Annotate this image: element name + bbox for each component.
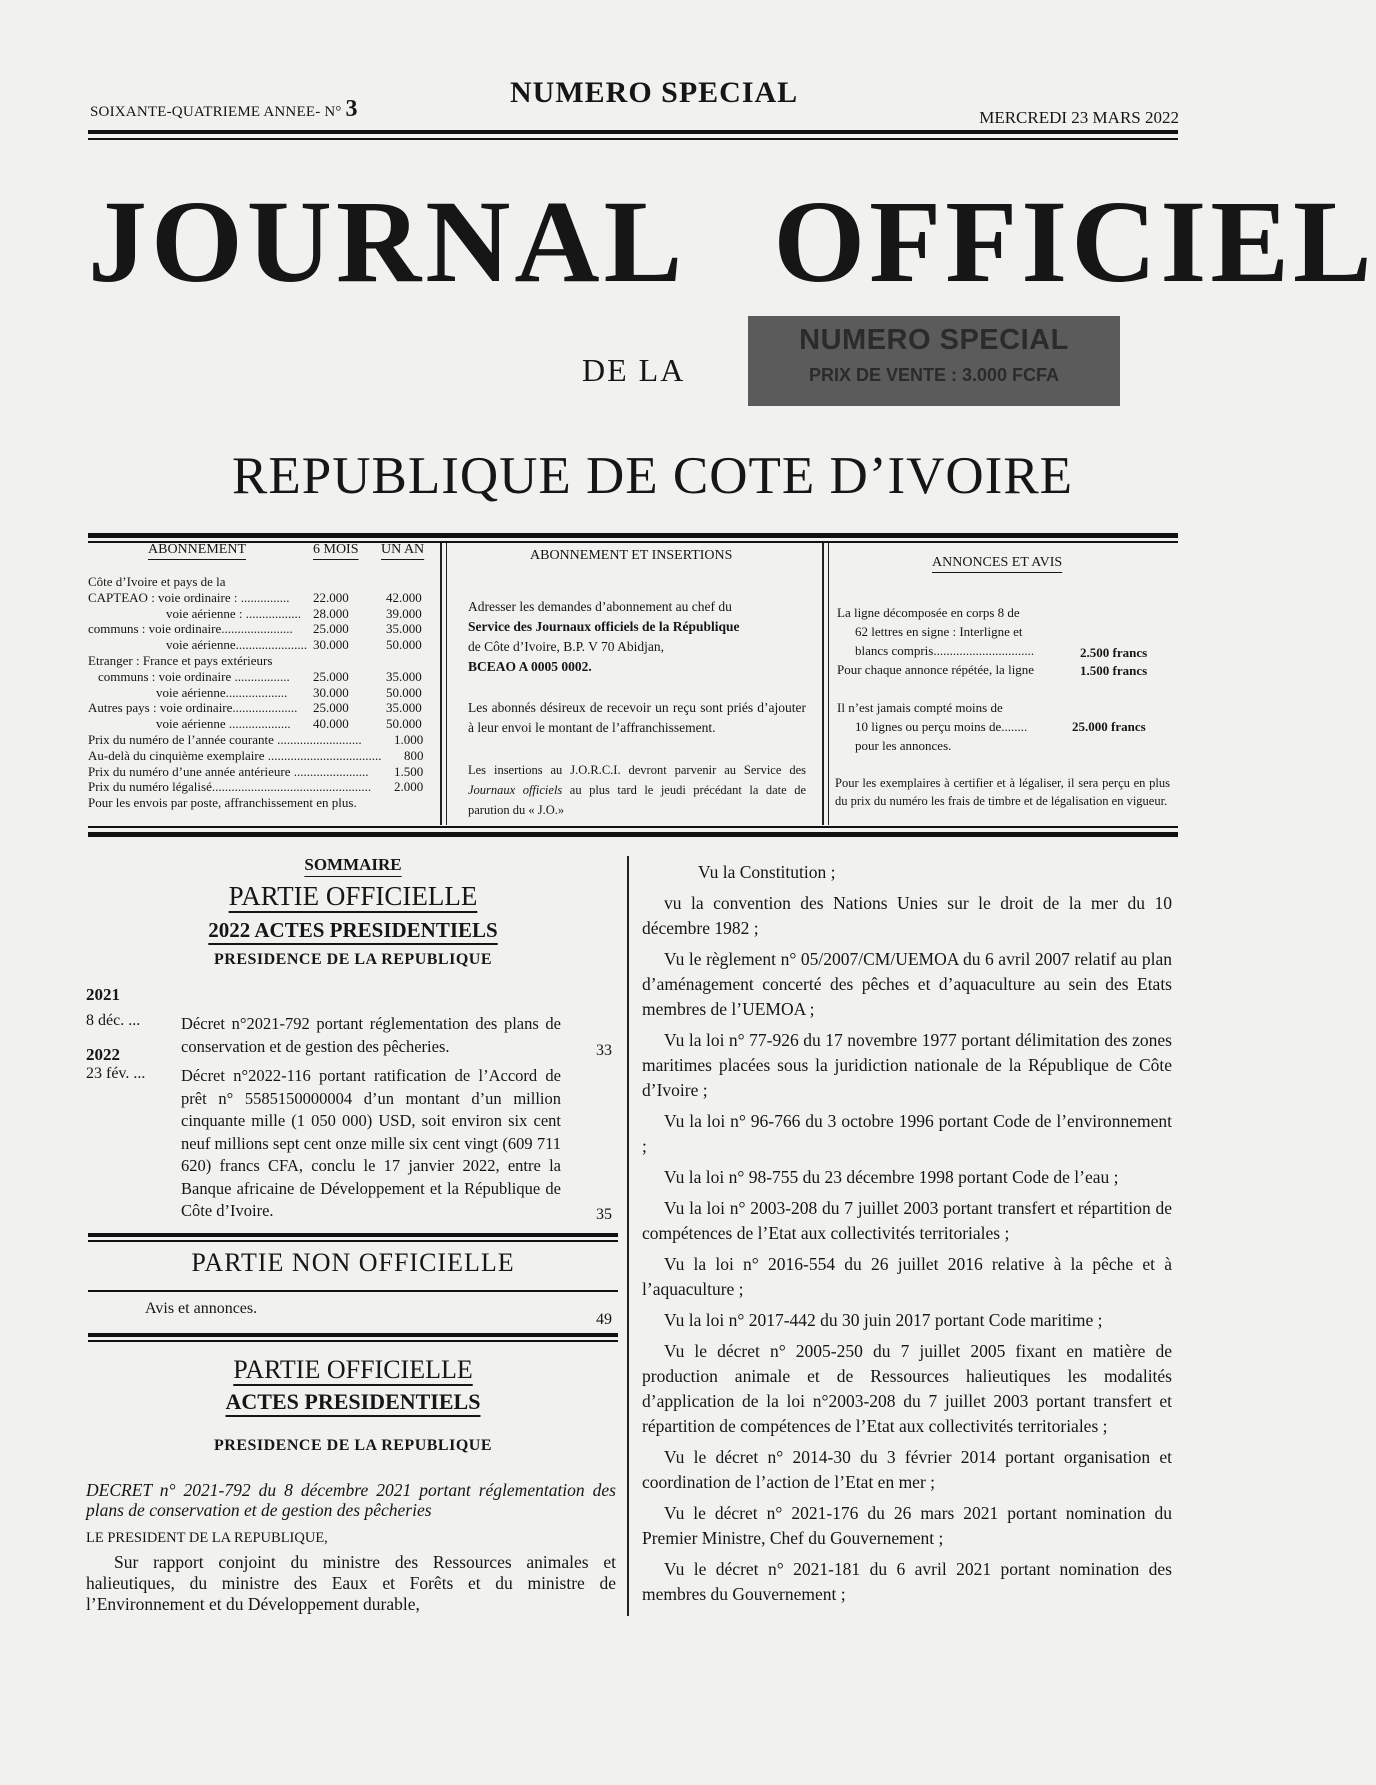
subscription-row-1an: 39.000: [386, 605, 422, 621]
visa-paragraph: Vu la loi n° 77-926 du 17 novembre 1977 portant délimitation des zones maritimes placées sous la juridiction nationale de la République de Côte d’Ivoire ;: [642, 1030, 1172, 1100]
annonces-price-min: 25.000 francs: [1072, 719, 1146, 734]
subscription-row-1an: 50.000: [386, 716, 422, 732]
toc-entry-2: Décret n°2022-116 portant ratification de l’Accord de prêt n° 5585150000004 d’un montant d’un million cinquante mille (1 050 000) USD, soit environ six cent neuf millions sept cent onze mille six cent vingt (609 711 620) francs CFA, conclu le 17 janvier 2022, entre la Banque africaine de Développement et la République de Côte d’Ivoire.: [181, 1066, 561, 1220]
subscription-row-1an: 50.000: [386, 637, 422, 653]
visa-paragraph: Vu le décret n° 2014-30 du 3 février 2014 portant organisation et coordination de l’action de l’Etat en mer ;: [642, 1447, 1172, 1492]
non-officielle-rule-bottom: [88, 1290, 618, 1292]
toc-year-2022: 2022: [86, 1045, 120, 1064]
subscription-row-label: Prix du numéro de l’année courante ..........................: [88, 731, 362, 747]
insertions-title: ABONNEMENT ET INSERTIONS: [530, 548, 733, 563]
subscription-row-1an: 1.000: [394, 731, 424, 747]
annonces-line-5: Il n’est jamais compté moins de: [837, 700, 1003, 715]
non-officielle-rule-top: [88, 1233, 618, 1237]
subscription-row-1an: 35.000: [386, 668, 422, 684]
annonces-line-4: Pour chaque annonce répétée, la ligne: [837, 662, 1035, 677]
subscription-row-label: Côte d’Ivoire et pays de la: [88, 574, 226, 589]
toc-date-1: 8 déc. ...: [86, 1012, 141, 1029]
annonces-line-6: 10 lignes ou perçu moins de........: [855, 719, 1028, 734]
visa-paragraph: Vu le décret n° 2021-181 du 6 avril 2021 portant nomination des membres du Gouvernement ;: [642, 1559, 1172, 1604]
annonces-line-3: blancs compris...............................: [855, 643, 1035, 658]
decret-rapport: Sur rapport conjoint du ministre des Ressources animales et halieutiques, du ministre des Eaux et Forêts et du ministre de l’Environnement et du Développement durable,: [86, 1552, 616, 1614]
toc-entry-1: Décret n°2021-792 portant réglementation des plans de conservation et de gestion des pêcheries.: [181, 1014, 561, 1056]
subscription-row: [88, 764, 438, 780]
subscription-row: [88, 716, 438, 732]
sommaire-section: [88, 855, 618, 969]
subscription-row-6mois: 25.000: [313, 668, 349, 684]
subscription-row-label: communs : voie ordinaire......................: [88, 621, 293, 637]
subscription-row-label: CAPTEAO : voie ordinaire : ...............: [88, 589, 290, 605]
subscription-row-6mois: 30.000: [313, 684, 349, 700]
subscription-row-1an: 42.000: [386, 589, 422, 605]
subscription-row-1an: 800: [404, 747, 424, 763]
subscription-row-label: voie aérienne ...................: [156, 716, 291, 732]
annonces-title: ANNONCES ET AVIS: [932, 555, 1063, 570]
subscription-row: [88, 637, 438, 653]
annonces-price-line: 2.500 francs: [1080, 645, 1148, 660]
subscription-row-6mois: 40.000: [313, 716, 349, 732]
decret-actes-heading: ACTES PRESIDENTIELS: [225, 1389, 481, 1414]
subscription-row: [88, 795, 438, 811]
header-rule-bottom: [88, 138, 1178, 140]
subscription-row-label: Autres pays : voie ordinaire....................: [88, 700, 298, 716]
subscription-head-1an: UN AN: [381, 542, 425, 557]
subscription-row: [88, 574, 438, 590]
annonces-line-7: pour les annonces.: [855, 738, 952, 753]
avis-annonces-page: 49: [596, 1311, 612, 1328]
annonces-line-2: 62 lettres en signe : Interligne et: [855, 624, 1023, 639]
sommaire-end-rule-2: [88, 1340, 618, 1342]
masthead-title-1: JOURNAL: [88, 176, 680, 307]
column-divider: [627, 856, 629, 1616]
visa-paragraph: vu la convention des Nations Unies sur le droit de la mer du 10 décembre 1982 ;: [642, 893, 1172, 938]
toc-page-2: 35: [596, 1206, 612, 1223]
masthead-republique: REPUBLIQUE DE COTE D’IVOIRE: [232, 447, 1074, 505]
annonces-legal-note: Pour les exemplaires à certifier et à légaliser, il sera perçu en plus du prix du numéro les frais de timbre et de légalisation en vigueur.: [835, 776, 1170, 808]
visa-paragraph: Vu le décret n° 2021-176 du 26 mars 2021 portant nomination du Premier Ministre, Chef du Gouvernement ;: [642, 1503, 1172, 1548]
visa-paragraph: Vu la loi n° 96-766 du 3 octobre 1996 portant Code de l’environnement ;: [642, 1111, 1172, 1156]
subscription-row-label: voie aérienne......................: [166, 637, 308, 653]
sommaire-title: SOMMAIRE: [304, 855, 402, 874]
info-rule-top: [88, 533, 1178, 538]
special-box-title: NUMERO SPECIAL: [799, 324, 1069, 356]
subscription-row-6mois: 28.000: [313, 605, 349, 621]
subscription-row-1an: 35.000: [386, 700, 422, 716]
subscription-row-1an: 2.000: [394, 779, 424, 795]
non-officielle-rule-top-2: [88, 1240, 618, 1242]
visa-paragraph: Vu le décret n° 2005-250 du 7 juillet 2005 fixant en matière de production animale et de Ressources halieutiques les modalités d’application de la loi n°2003-208 du 7 juillet 2003 portant transfert et répartition de compétences de l’Etat aux collectivités territoriales ;: [642, 1341, 1172, 1436]
subscription-head-label: ABONNEMENT: [148, 542, 246, 557]
subscription-row-label: Prix du numéro légalisé.................................................: [88, 779, 372, 795]
subscription-row-6mois: 22.000: [313, 589, 349, 605]
decret-section: [88, 1355, 618, 1455]
info-divider-2: [822, 543, 824, 825]
subscription-row: [88, 653, 438, 669]
subscription-row: [88, 779, 438, 795]
decret-title: DECRET n° 2021-792 du 8 décembre 2021 portant réglementation des plans de conservation et de gestion des pêcheries: [86, 1480, 616, 1520]
visa-paragraph: Vu le règlement n° 05/2007/CM/UEMOA du 6 avril 2007 relatif au plan d’aménagement concerté des pêches et d’aquaculture au sein des Etats membres de l’UEMOA ;: [642, 949, 1172, 1019]
subscription-row-label: Au-delà du cinquième exemplaire ...................................: [88, 747, 382, 763]
toc-year-2021: 2021: [86, 985, 120, 1004]
subscription-row-label: Pour les envois par poste, affranchissement en plus.: [88, 795, 357, 811]
visa-paragraph: Vu la loi n° 2003-208 du 7 juillet 2003 portant transfert et répartition de compétences de l’Etat aux collectivités territoriales ;: [642, 1198, 1172, 1243]
subscription-row-1an: 1.500: [394, 763, 424, 779]
subscription-row-label: Prix du numéro d’une année antérieure .......................: [88, 763, 369, 779]
issue-number-value: 3: [345, 96, 358, 122]
partie-officielle-heading: PARTIE OFFICIELLE: [228, 881, 478, 911]
special-box-price: PRIX DE VENTE : 3.000 FCFA: [808, 365, 1060, 385]
toc-date-2: 23 fév. ...: [86, 1065, 146, 1082]
subscription-row: [88, 748, 438, 764]
subscription-row-6mois: 25.000: [313, 700, 349, 716]
special-price-box: [748, 316, 1120, 406]
edition-label: NUMERO SPECIAL: [510, 76, 799, 109]
info-rule-bottom: [88, 826, 1178, 828]
annonces-price-repeat: 1.500 francs: [1080, 663, 1148, 678]
masthead-de-la: DE LA: [582, 352, 686, 388]
decret-president: LE PRESIDENT DE LA REPUBLIQUE,: [86, 1530, 328, 1546]
visa-paragraph: Vu la Constitution ;: [698, 862, 836, 882]
subscription-row-1an: 50.000: [386, 684, 422, 700]
toc-page-1: 33: [596, 1042, 612, 1059]
subscription-row-label: voie aérienne : .................: [166, 605, 302, 621]
visa-paragraph: Vu la loi n° 2017-442 du 30 juin 2017 portant Code maritime ;: [664, 1310, 1103, 1330]
sommaire-end-rule: [88, 1333, 618, 1337]
visas-column: [642, 860, 1172, 1613]
subscription-row: [88, 669, 438, 685]
masthead-title-2: OFFICIEL: [773, 176, 1376, 307]
issue-number: [90, 96, 358, 123]
partie-non-officielle-heading: PARTIE NON OFFICIELLE: [191, 1248, 515, 1277]
subscription-row-label: Etranger : France et pays extérieurs: [88, 652, 273, 668]
insertions-deadline-note: Les insertions au J.O.R.C.I. devront parvenir au Service des Journaux officiels au plus tard le jeudi précédant la date de parution du « J.O.»: [468, 763, 806, 817]
insertions-address: Adresser les demandes d’abonnement au chef du Service des Journaux officiels de la République de Côte d’Ivoire, B.P. V 70 Abidjan, BCEAO A 0005 0002.: [468, 599, 740, 674]
subscription-row: [88, 606, 438, 622]
subscription-head-6mois: 6 MOIS: [313, 542, 359, 557]
subscription-row: [88, 590, 438, 606]
avis-annonces-entry: Avis et annonces.: [145, 1300, 258, 1317]
subscription-row: [88, 621, 438, 637]
subscription-row-1an: 35.000: [386, 621, 422, 637]
issue-date: MERCREDI 23 MARS 2022: [979, 108, 1179, 127]
info-divider-1b: [446, 543, 447, 825]
subscription-row-label: communs : voie ordinaire .................: [98, 668, 290, 684]
decret-partie-heading: PARTIE OFFICIELLE: [233, 1355, 473, 1384]
info-rule-top-2: [88, 541, 1178, 543]
decret-presidence-heading: PRESIDENCE DE LA REPUBLIQUE: [214, 1437, 492, 1454]
info-rule-bottom-2: [88, 832, 1178, 837]
visa-paragraph: Vu la loi n° 2016-554 du 26 juillet 2016 relative à la pêche et à l’aquaculture ;: [642, 1254, 1172, 1299]
info-divider-2b: [828, 543, 829, 825]
header-rule-top: [88, 130, 1178, 134]
masthead-title: [88, 176, 1376, 307]
annonces-line-1: La ligne décomposée en corps 8 de: [837, 605, 1020, 620]
subscription-row-label: voie aérienne...................: [156, 684, 288, 700]
issue-year-label: SOIXANTE-QUATRIEME ANNEE- N°: [90, 104, 342, 120]
subscription-row-6mois: 30.000: [313, 637, 349, 653]
info-divider-1: [440, 543, 442, 825]
subscription-row: [88, 700, 438, 716]
presidence-heading: PRESIDENCE DE LA REPUBLIQUE: [214, 951, 492, 968]
subscription-row-6mois: 25.000: [313, 621, 349, 637]
actes-heading: 2022 ACTES PRESIDENTIELS: [208, 918, 498, 942]
visa-paragraph: Vu la loi n° 98-755 du 23 décembre 1998 portant Code de l’eau ;: [664, 1167, 1119, 1187]
insertions-receipt-note: Les abonnés désireux de recevoir un reçu sont priés d’ajouter à leur envoi le montant de l’affranchissement.: [468, 700, 806, 735]
subscription-row: [88, 685, 438, 701]
subscription-row: [88, 732, 438, 748]
subscription-table: [88, 574, 438, 811]
